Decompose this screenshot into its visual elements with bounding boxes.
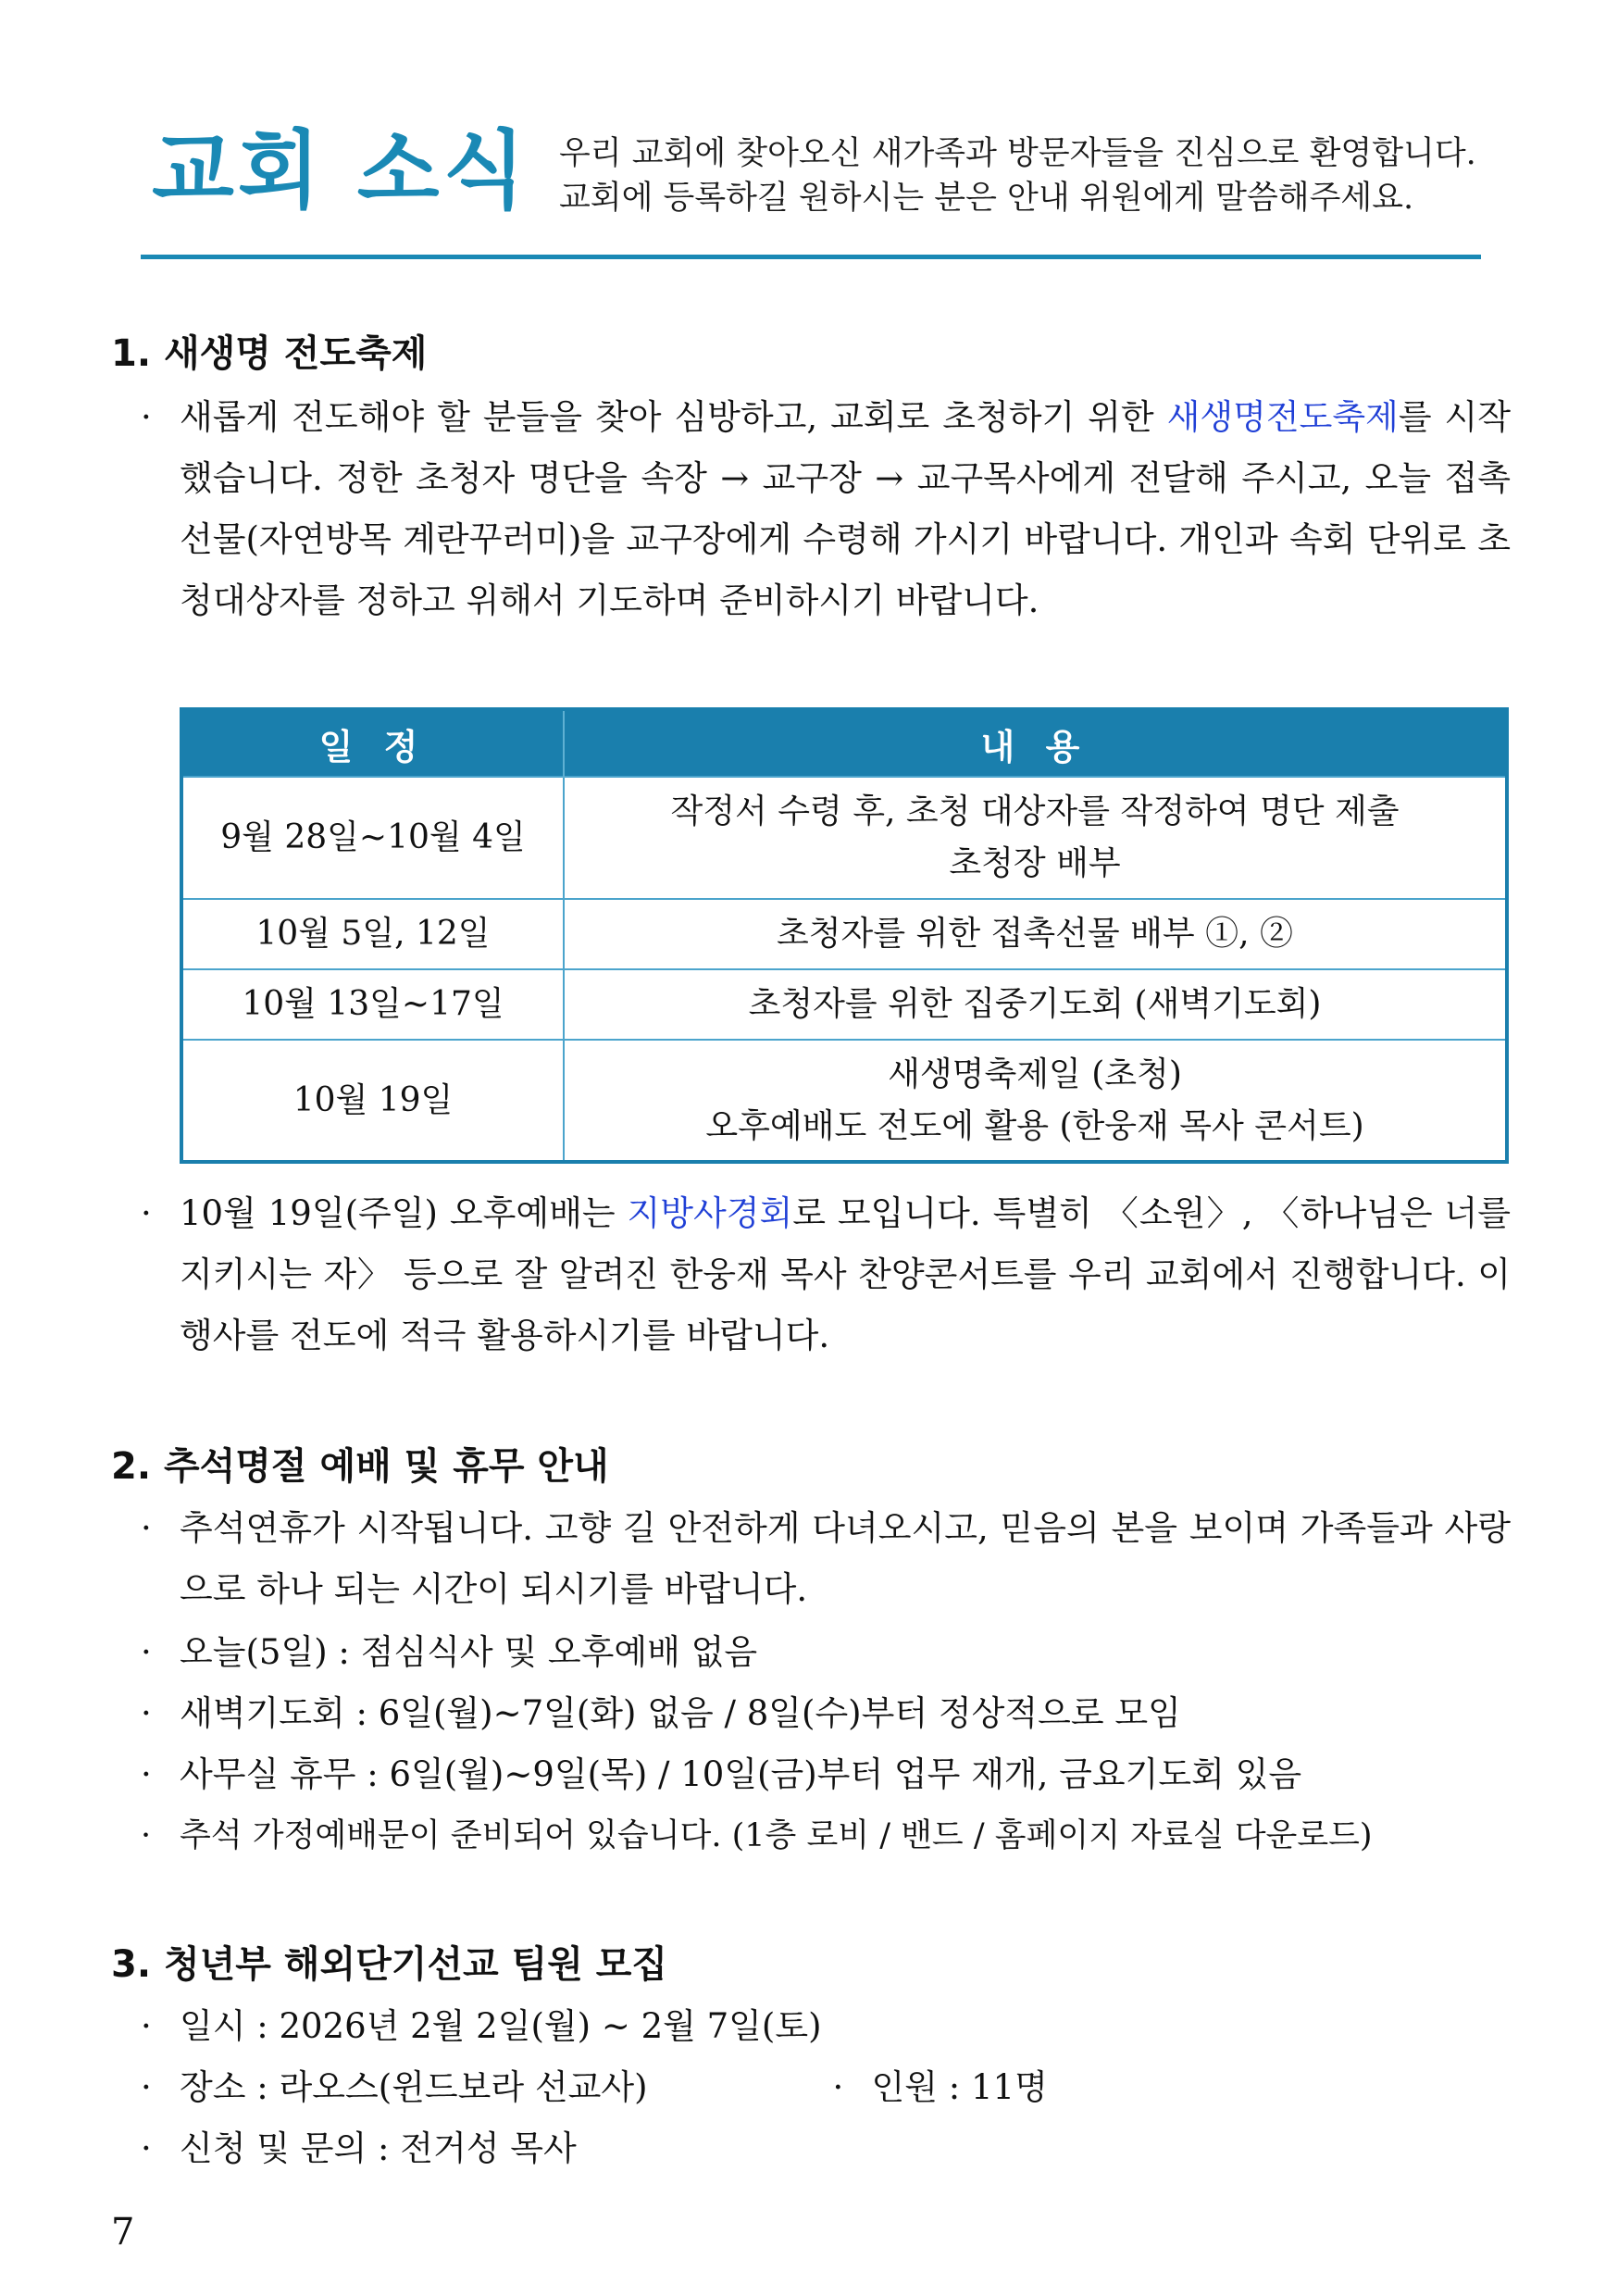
section-2-bullet-3: · 새벽기도회 : 6일(월)~7일(화) 없음 / 8일(수)부터 정상적으로 모임 [141, 1683, 1181, 1744]
bullet-mark: · [141, 1632, 152, 1672]
bullet-mark: · [141, 1693, 152, 1733]
section-2-bullet-4: · 사무실 휴무 : 6일(월)~9일(목) / 10일(금)부터 업무 재개, 금요기도회 있음 [141, 1744, 1301, 1805]
welcome-line-2: 교회에 등록하길 원하시는 분은 안내 위원에게 말씀해주세요. [559, 180, 1414, 217]
row-content: 작정서 수령 후, 초청 대상자를 작정하여 명단 제출 초청장 배부 [564, 777, 1507, 899]
table-row [181, 777, 1507, 899]
section-1-bullet-2: · 10월 19일(주일) 오후예배는 지방사경회로 모입니다. 특별히 〈소원〉, 〈하나님은 너를 지키시는 자〉 등으로 잘 알려진 한웅재 목사 찬양콘서트를 우리 교회에서 진행합니다. 이 행사를 전도에 적극 활용하시기를 바랍니다. [141, 1183, 1511, 1366]
bullet-mark: · [141, 1817, 152, 1854]
section-1-title: 1. 새생명 전도축제 [111, 332, 428, 375]
header-divider [141, 255, 1481, 259]
bullet-mark: · [832, 2067, 844, 2107]
row-content: 새생명축제일 (초청) 오후예배도 전도에 활용 (한웅재 목사 콘서트) [564, 1040, 1507, 1162]
welcome-line-1: 우리 교회에 찾아오신 새가족과 방문자들을 진심으로 환영합니다. [559, 135, 1476, 172]
row-date: 10월 13일~17일 [181, 969, 564, 1040]
bullet-mark: · [141, 1193, 152, 1233]
table-header-row [181, 709, 1507, 777]
row-date: 10월 5일, 12일 [181, 899, 564, 969]
bullet-mark: · [141, 1754, 152, 1794]
welcome-message [559, 131, 1476, 220]
section-3-title: 3. 청년부 해외단기선교 팀원 모집 [111, 1943, 668, 1986]
table-row [181, 899, 1507, 969]
header-content: 내 용 [564, 709, 1507, 777]
bullet-mark: · [141, 2128, 152, 2168]
highlight-festival-name: 새생명전도축제 [1166, 397, 1399, 437]
row-date: 10월 19일 [181, 1040, 564, 1162]
section-1-bullet-1: · 새롭게 전도해야 할 분들을 찾아 심방하고, 교회로 초청하기 위한 새생명전도축제를 시작 했습니다. 정한 초청자 명단을 속장 → 교구장 → 교구목사에게 전달해 주시고, 오늘 접촉선물(자연방목 계란꾸러미)을 교구장에게 수령해 가시기 바랍니다. 개인과 속회 단위로 초청대상자를 정하고 위해서 기도하며 준비하시기 바랍니다. [141, 387, 1511, 631]
section-2-title: 2. 추석명절 예배 및 휴무 안내 [111, 1445, 609, 1488]
bullet-mark: · [141, 397, 152, 437]
page-title: 교회 소식 [152, 121, 529, 220]
bullet-mark: · [141, 2067, 152, 2107]
row-content: 초청자를 위한 접촉선물 배부 ①, ② [564, 899, 1507, 969]
row-date: 9월 28일~10월 4일 [181, 777, 564, 899]
mission-place: 장소 : 라오스(윈드보라 선교사) [180, 2067, 648, 2107]
mission-place-people [141, 2057, 1048, 2118]
bullet-mark: · [141, 2006, 152, 2046]
mission-contact: · 신청 및 문의 : 전거성 목사 [141, 2118, 577, 2179]
mission-date: · 일시 : 2026년 2월 2일(월) ~ 2월 7일(토) [141, 1996, 822, 2057]
highlight-event-name: 지방사경회 [627, 1193, 793, 1233]
mission-people: 인원 : 11명 [871, 2067, 1048, 2107]
page-number: 7 [111, 2211, 135, 2253]
table-row [181, 969, 1507, 1040]
schedule-table [180, 707, 1509, 1164]
header-schedule: 일 정 [181, 709, 564, 777]
section-2-bullet-5: · 추석 가정예배문이 준비되어 있습니다. (1층 로비 / 밴드 / 홈페이지 자료실 다운로드) [141, 1805, 1373, 1866]
section-2-bullet-2: · 오늘(5일) : 점심식사 및 오후예배 없음 [141, 1622, 757, 1683]
row-content: 초청자를 위한 집중기도회 (새벽기도회) [564, 969, 1507, 1040]
table-row [181, 1040, 1507, 1162]
section-2-bullet-1: · 추석연휴가 시작됩니다. 고향 길 안전하게 다녀오시고, 믿음의 본을 보이며 가족들과 사랑으로 하나 되는 시간이 되시기를 바랍니다. [141, 1498, 1511, 1620]
bullet-mark: · [141, 1508, 152, 1548]
